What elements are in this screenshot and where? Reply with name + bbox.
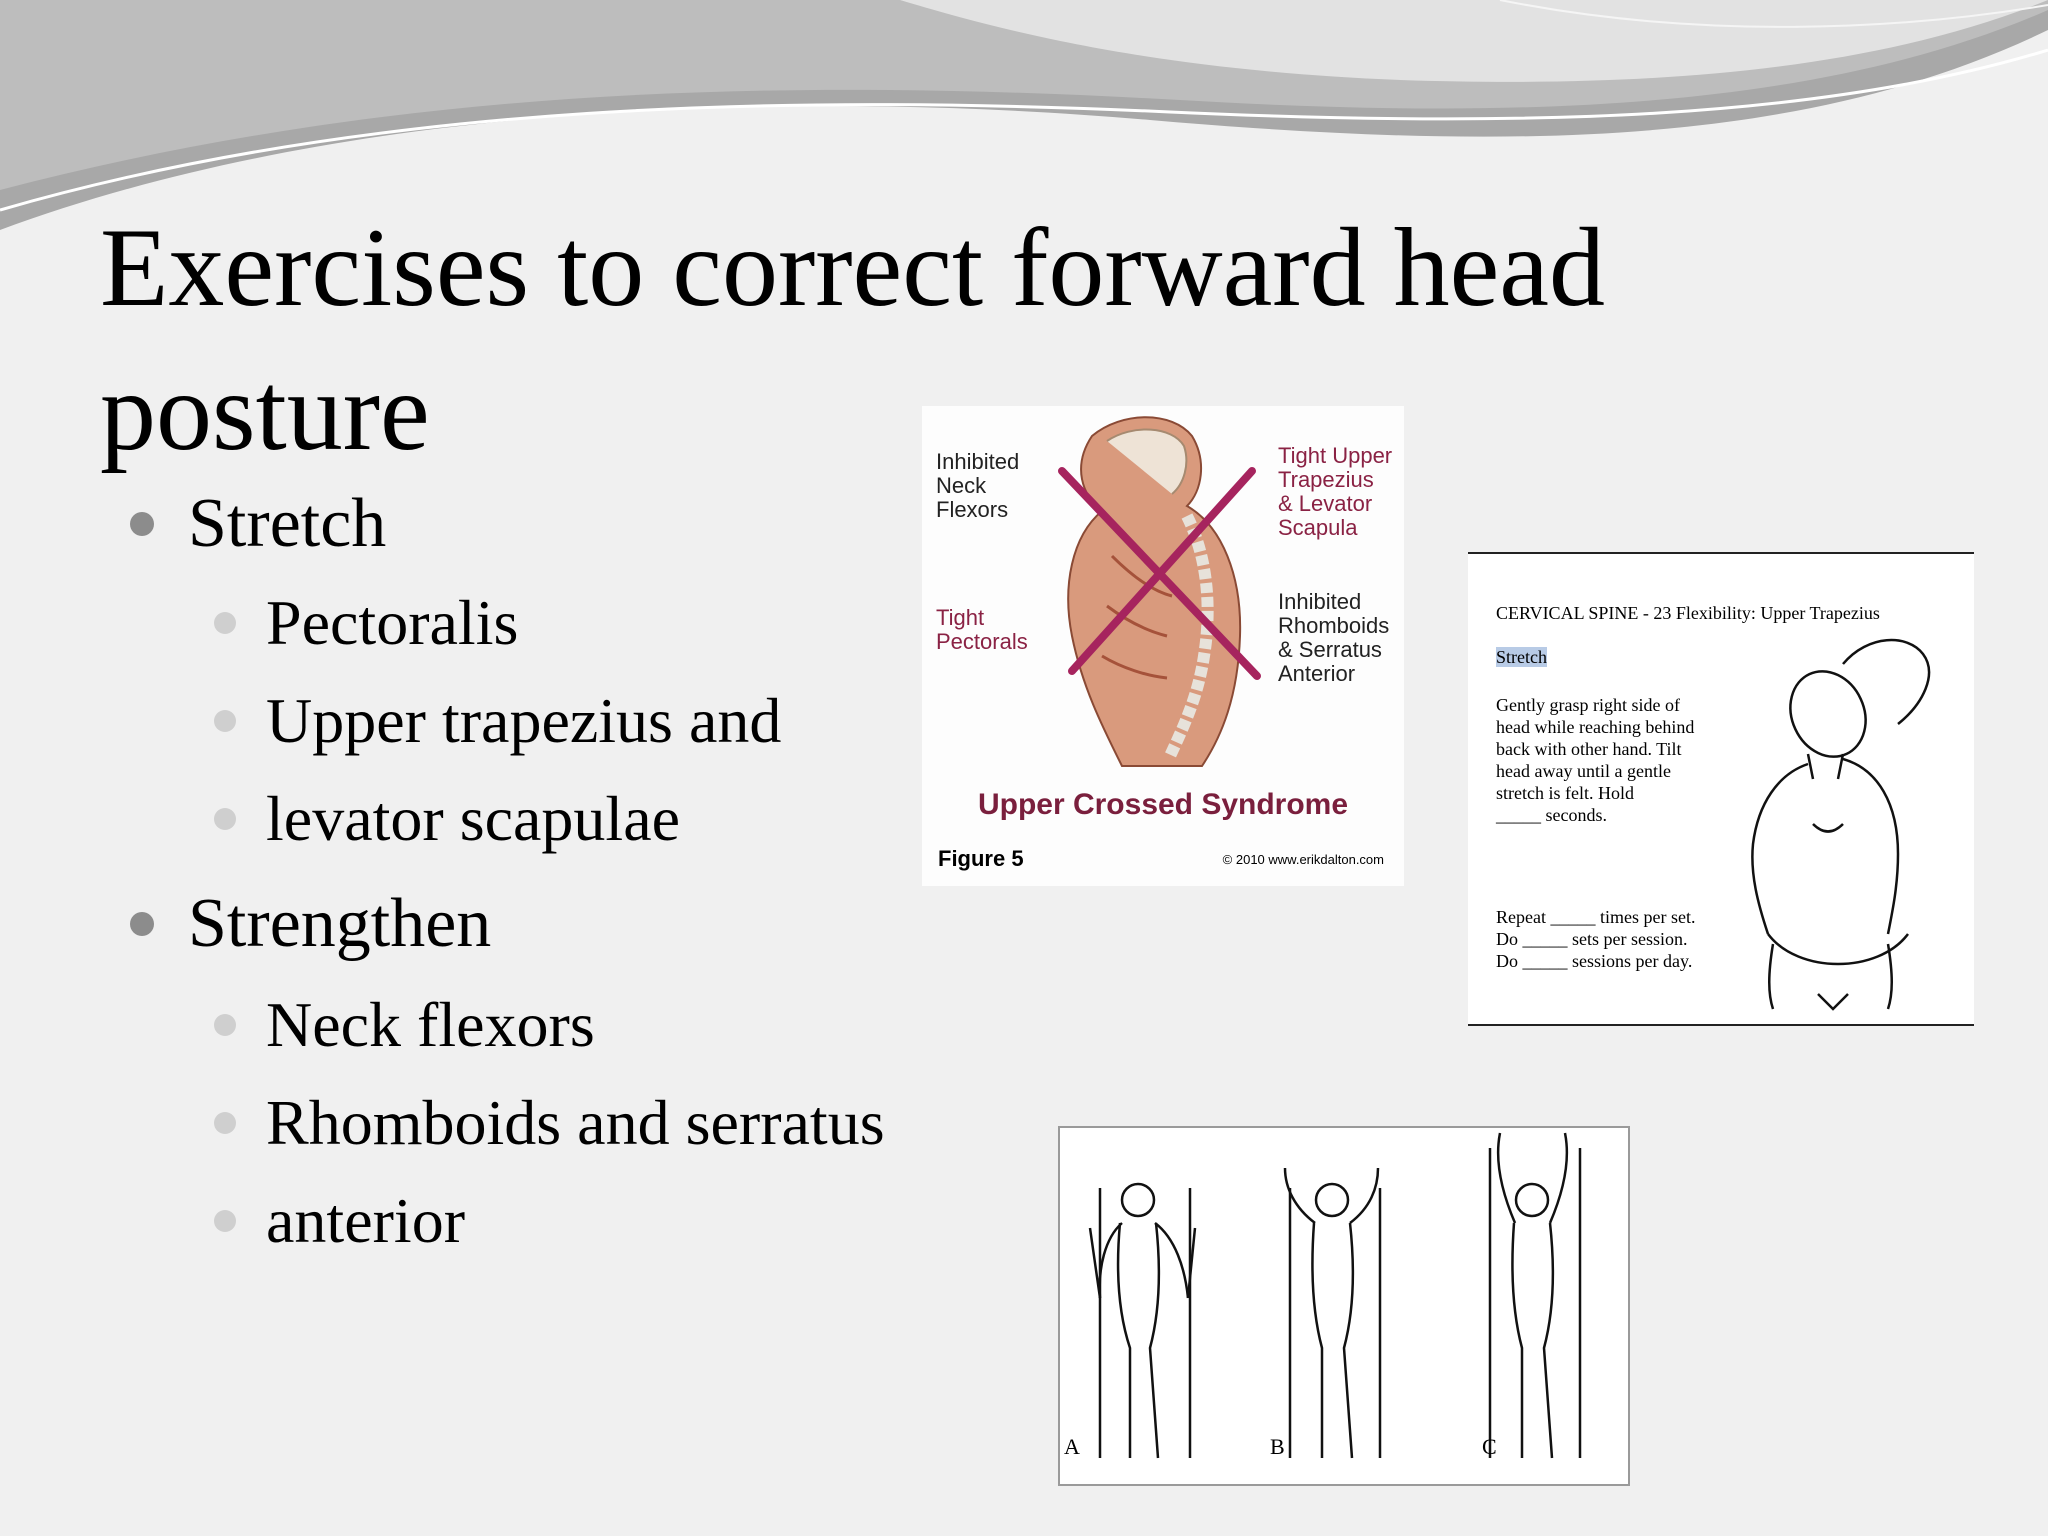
sub-bullet-anterior: [214, 1184, 465, 1258]
trap-instructions: Gently grasp right side of head while reaching behind back with other hand. Tilt head away until a gentle stretch is felt. Hold _____ seconds.: [1496, 695, 1695, 825]
bullet-stretch-label: Stretch: [188, 485, 387, 562]
sub-bullet-dot: [214, 1112, 236, 1134]
trap-repetitions: Repeat _____ times per set. Do _____ sets per session. Do _____ sessions per day.: [1496, 907, 1696, 971]
upper-crossed-syndrome-figure: [922, 406, 1404, 886]
label-tight-pectorals: Tight Pectorals: [936, 605, 1028, 654]
trapezius-stretch-illustration: [1468, 554, 1974, 1024]
bullet-strengthen-label: Strengthen: [188, 885, 492, 962]
sub-bullet-label: anterior: [266, 1185, 465, 1256]
label-tight-upper-trapezius: Tight Upper Trapezius & Levator Scapula: [1278, 443, 1393, 540]
bullet-stretch: [130, 484, 386, 564]
sub-bullet-label: Neck flexors: [266, 989, 595, 1060]
trap-heading-highlight: Stretch: [1496, 647, 1547, 667]
trap-heading-text: CERVICAL SPINE - 23 Flexibility: Upper Trapezius: [1496, 603, 1880, 623]
sub-bullet-dot: [214, 1014, 236, 1036]
sub-bullet-upper-trapezius: [214, 684, 781, 758]
label-inhibited-neck-flexors: Inhibited Neck Flexors: [936, 449, 1020, 522]
sub-bullet-dot: [214, 612, 236, 634]
sub-bullet-label: Pectoralis: [266, 587, 519, 658]
sub-bullet-dot: [214, 1210, 236, 1232]
sub-bullet-pectoralis: [214, 586, 518, 660]
panel-label-b: B: [1270, 1434, 1285, 1459]
sub-bullet-label: Rhomboids and serratus: [266, 1087, 885, 1158]
sub-bullet-neck-flexors: [214, 988, 595, 1062]
sub-bullet-levator-scapulae: [214, 782, 680, 856]
ucs-caption: Upper Crossed Syndrome: [977, 788, 1349, 821]
wall-stretch-figure: [1058, 1126, 1630, 1486]
ucs-figure-number: Figure 5: [938, 846, 1024, 871]
sub-bullet-dot: [214, 710, 236, 732]
ucs-copyright: © 2010 www.erikdalton.com: [1222, 852, 1384, 867]
panel-label-c: C: [1482, 1434, 1497, 1459]
label-inhibited-rhomboids: Inhibited Rhomboids & Serratus Anterior: [1278, 589, 1390, 686]
sub-bullet-label: levator scapulae: [266, 783, 680, 854]
bullet-dot: [130, 512, 154, 536]
bullet-dot: [130, 912, 154, 936]
wall-stretch-illustration: [1060, 1128, 1632, 1488]
upper-trapezius-stretch-card: [1468, 552, 1974, 1026]
bullet-strengthen: [130, 884, 491, 964]
panel-label-a: A: [1064, 1434, 1080, 1459]
sub-bullet-dot: [214, 808, 236, 830]
slide-title: Exercises to correct forward head posture: [100, 206, 1605, 474]
sub-bullet-rhomboids: [214, 1086, 885, 1160]
sub-bullet-label: Upper trapezius and: [266, 685, 782, 756]
